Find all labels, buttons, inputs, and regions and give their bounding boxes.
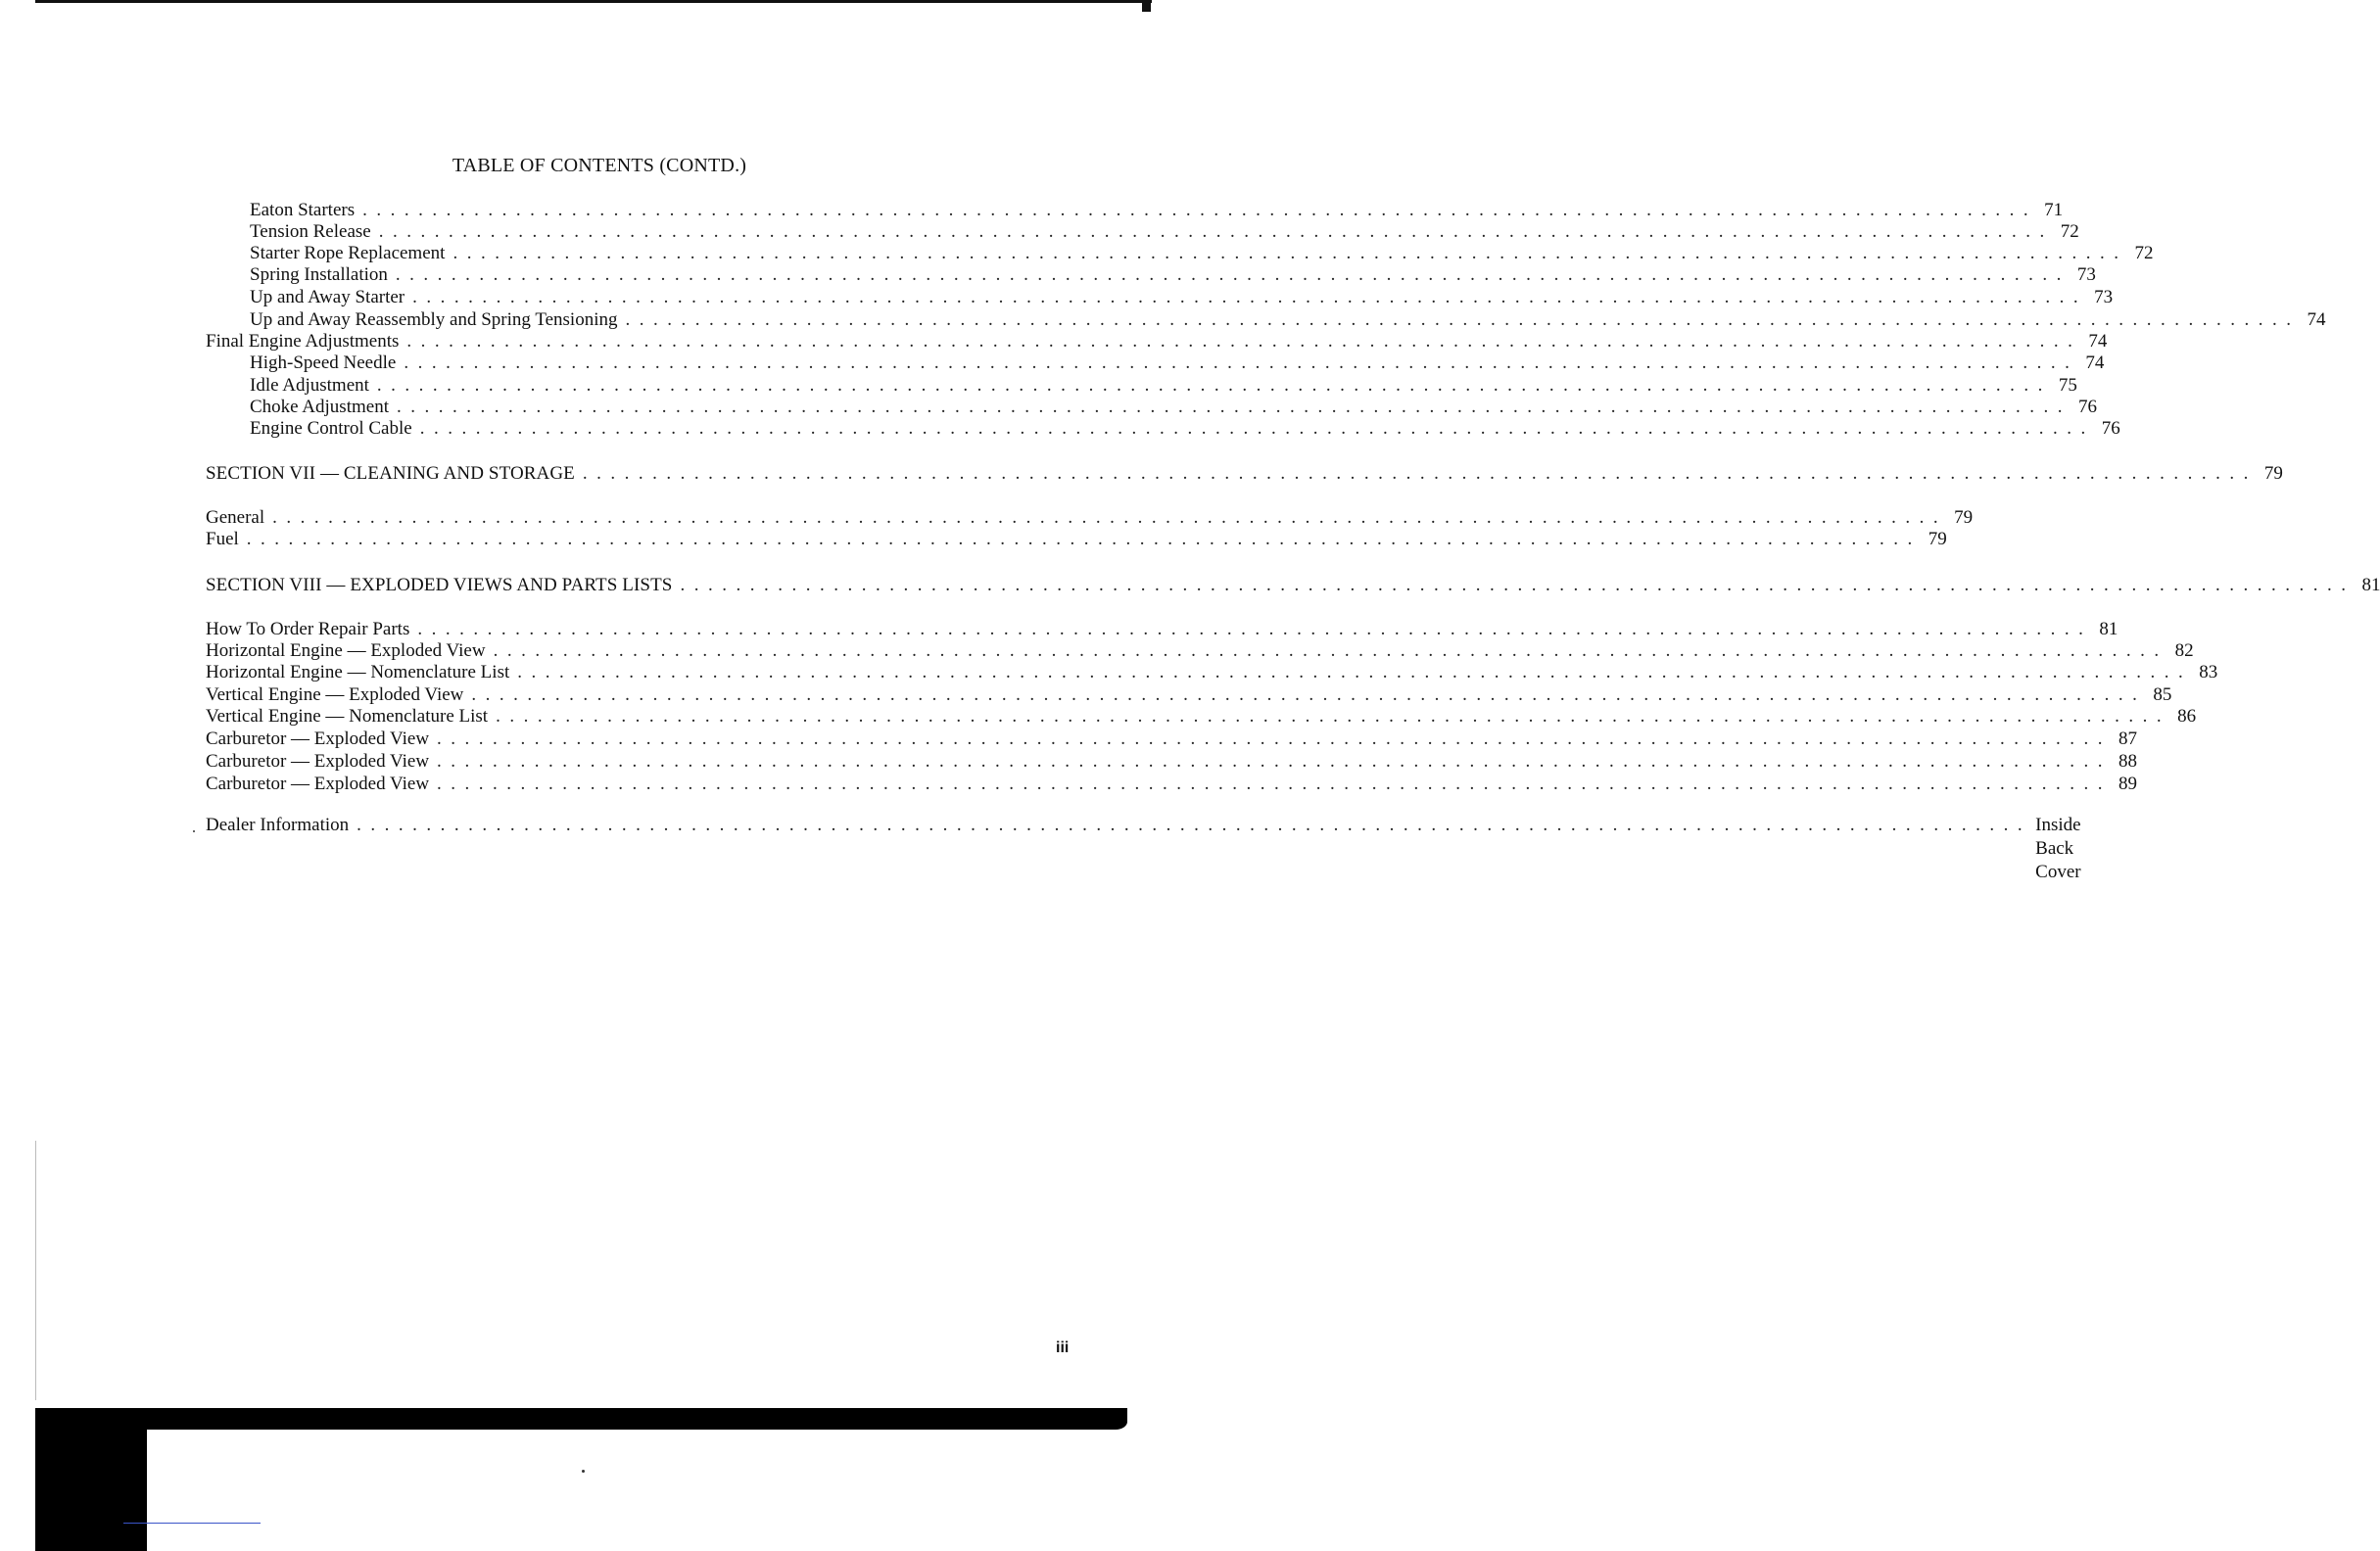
toc-entry-page: 81 xyxy=(2361,575,2380,595)
toc-entry-page: 85 xyxy=(2153,684,2172,705)
toc-entry-label: Spring Installation xyxy=(250,264,388,285)
dot-leader: ........................................................................................................................ xyxy=(437,774,2113,794)
scan-speck xyxy=(193,830,195,832)
toc-entry[interactable] xyxy=(206,728,2138,751)
toc-entry-page: 74 xyxy=(2085,352,2105,373)
toc-entry[interactable] xyxy=(206,705,2197,728)
toc-entry-label: Eaton Starters xyxy=(250,200,356,220)
toc-entry-page: 89 xyxy=(2118,774,2138,794)
top-scan-border xyxy=(35,0,1152,3)
toc-entry[interactable] xyxy=(206,199,2064,222)
toc-entry-page: 86 xyxy=(2177,706,2197,727)
toc-entry-label: Carburetor — Exploded View xyxy=(206,774,430,794)
toc-entry-label: Carburetor — Exploded View xyxy=(206,728,430,749)
top-corner-mark xyxy=(1142,0,1151,12)
toc-entry-label: Vertical Engine — Exploded View xyxy=(206,684,464,705)
left-scan-line xyxy=(35,1141,36,1400)
dot-leader: ........................................................................................................................ xyxy=(471,684,2147,705)
dot-leader: ........................................................................................................................ xyxy=(493,640,2168,661)
toc-entry[interactable] xyxy=(206,263,2096,287)
dot-leader: ........................................................................................................................ xyxy=(412,287,2088,307)
dot-leader: ........................................................................................................................ xyxy=(625,309,2301,330)
dot-leader: ........................................................................................................................ xyxy=(246,529,1922,549)
toc-entry-page: 74 xyxy=(2088,331,2108,352)
dot-leader: ........................................................................................................................ xyxy=(406,331,2082,352)
dot-leader: ........................................................................................................................ xyxy=(437,751,2113,772)
toc-entry[interactable] xyxy=(206,618,2118,641)
toc-entry-label: Dealer Information xyxy=(206,815,350,835)
dot-leader: ........................................................................................................................ xyxy=(419,418,2095,439)
toc-entry-label: Idle Adjustment xyxy=(250,375,369,396)
toc-entry-page: 82 xyxy=(2174,640,2194,661)
toc-entry-label: Up and Away Starter xyxy=(250,287,405,307)
toc-entry-label: Fuel xyxy=(206,529,239,549)
toc-entry[interactable] xyxy=(206,352,2105,375)
bottom-left-scan-block xyxy=(35,1408,147,1551)
dot-leader: ........................................................................................................................ xyxy=(452,243,2128,263)
toc-entry-label: Engine Control Cable xyxy=(250,418,412,439)
toc-entry[interactable] xyxy=(206,814,2081,882)
toc-entry-page: 76 xyxy=(2101,418,2120,439)
dot-leader: ........................................................................................................................ xyxy=(376,375,2052,396)
toc-entry-page: 71 xyxy=(2044,200,2064,220)
toc-entry-page: 87 xyxy=(2118,728,2138,749)
dot-leader: ........................................................................................................................ xyxy=(417,619,2093,639)
dot-leader: ........................................................................................................................ xyxy=(404,352,2079,373)
toc-entry-label: High-Speed Needle xyxy=(250,352,397,373)
dot-leader: ........................................................................................................................ xyxy=(582,463,2258,484)
toc-section-heading[interactable] xyxy=(206,462,2283,486)
dot-leader: ........................................................................................................................ xyxy=(395,264,2071,285)
toc-entry-page: 72 xyxy=(2134,243,2154,263)
dot-leader: ........................................................................................................................ xyxy=(272,507,1948,528)
dot-leader: ........................................................................................................................ xyxy=(357,815,2032,835)
toc-entry-label: Up and Away Reassembly and Spring Tensioning xyxy=(250,309,618,330)
toc-entry[interactable] xyxy=(206,396,2097,419)
toc-entry-page: 79 xyxy=(1954,507,1974,528)
toc-entry-page: 72 xyxy=(2060,221,2079,242)
toc-entry[interactable] xyxy=(206,417,2120,441)
toc-entry-page: Inside Back Cover xyxy=(2035,815,2081,882)
toc-entry-page: 88 xyxy=(2118,751,2138,772)
toc-entry-page: 81 xyxy=(2099,619,2118,639)
toc-entry[interactable] xyxy=(206,374,2077,398)
toc-entry-page: 73 xyxy=(2076,264,2096,285)
toc-entry-label: Choke Adjustment xyxy=(250,397,389,417)
toc-entry[interactable] xyxy=(206,528,1947,551)
toc-entry[interactable] xyxy=(206,308,2326,332)
scan-artifact-line xyxy=(123,1523,261,1524)
toc-entry[interactable] xyxy=(206,683,2172,707)
dot-leader: ........................................................................................................................ xyxy=(496,706,2171,727)
toc-entry-label: Final Engine Adjustments xyxy=(206,331,400,352)
toc-entry-label: Carburetor — Exploded View xyxy=(206,751,430,772)
toc-entry-page: 76 xyxy=(2077,397,2097,417)
toc-entry[interactable] xyxy=(206,286,2114,309)
toc-entry[interactable] xyxy=(206,242,2154,265)
toc-entry-label: Horizontal Engine — Nomenclature List xyxy=(206,662,510,682)
toc-entry[interactable] xyxy=(206,506,1974,530)
toc-entry-page: 79 xyxy=(1928,529,1947,549)
dot-leader: ........................................................................................................................ xyxy=(437,728,2113,749)
toc-entry-label: Vertical Engine — Nomenclature List xyxy=(206,706,489,727)
toc-entry-page: 73 xyxy=(2094,287,2114,307)
page-number: iii xyxy=(1056,1340,1070,1356)
toc-entry-page: 74 xyxy=(2307,309,2326,330)
toc-entry-label: SECTION VII — CLEANING AND STORAGE xyxy=(206,463,575,484)
toc-entry-label: How To Order Repair Parts xyxy=(206,619,410,639)
dot-leader: ........................................................................................................................ xyxy=(517,662,2193,682)
scan-speck xyxy=(582,1470,585,1473)
toc-entry[interactable] xyxy=(206,661,2218,684)
toc-entry-page: 79 xyxy=(2263,463,2283,484)
toc-entry-label: Tension Release xyxy=(250,221,371,242)
toc-entry-label: Horizontal Engine — Exploded View xyxy=(206,640,486,661)
toc-entry[interactable] xyxy=(206,773,2138,796)
dot-leader: ........................................................................................................................ xyxy=(680,575,2356,595)
toc-section-heading[interactable] xyxy=(206,574,2380,597)
bottom-scan-border xyxy=(35,1408,1127,1430)
toc-entry[interactable] xyxy=(206,750,2138,774)
dot-leader: ........................................................................................................................ xyxy=(378,221,2054,242)
dot-leader: ........................................................................................................................ xyxy=(362,200,2038,220)
dot-leader: ........................................................................................................................ xyxy=(396,397,2071,417)
toc-entry-label: SECTION VIII — EXPLODED VIEWS AND PARTS LISTS xyxy=(206,575,673,595)
toc-entry[interactable] xyxy=(206,330,2108,353)
toc-entry-label: Starter Rope Replacement xyxy=(250,243,446,263)
toc-entry[interactable] xyxy=(206,220,2079,244)
toc-entry-page: 75 xyxy=(2058,375,2077,396)
toc-entry-label: General xyxy=(206,507,265,528)
page-title: TABLE OF CONTENTS (CONTD.) xyxy=(452,155,747,176)
toc-entry[interactable] xyxy=(206,639,2194,663)
toc-entry-page: 83 xyxy=(2199,662,2218,682)
